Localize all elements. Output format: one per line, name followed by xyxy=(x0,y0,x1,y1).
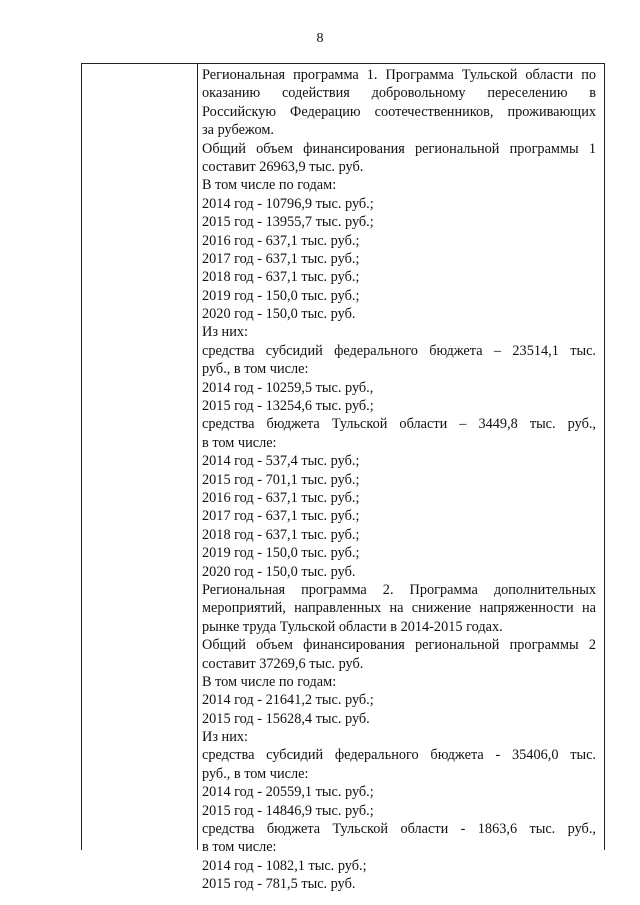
text-line: в том числе: xyxy=(202,434,277,451)
page-number: 8 xyxy=(316,31,324,46)
text-line: Из них: xyxy=(202,324,248,341)
text-line: 2018 год - 637,1 тыс. руб.; xyxy=(202,269,360,286)
text-line: рынке труда Тульской области в 2014-2015 годах. xyxy=(202,618,503,635)
text-line: 2014 год - 10796,9 тыс. руб.; xyxy=(202,195,374,212)
text-line: 2014 год - 20559,1 тыс. руб.; xyxy=(202,784,374,801)
table-right-column xyxy=(198,64,604,893)
document-table xyxy=(81,63,605,893)
table-left-column xyxy=(82,64,198,850)
text-line: 2015 год - 14846,9 тыс. руб.; xyxy=(202,802,374,819)
text-line: 2014 год - 21641,2 тыс. руб.; xyxy=(202,692,374,709)
text-line: 2020 год - 150,0 тыс. руб. xyxy=(202,306,356,323)
text-line: Региональная программа 1. Программа Тульской области по xyxy=(202,67,596,83)
text-line: средства субсидий федерального бюджета – 23514,1 тыс. xyxy=(202,342,596,359)
text-line: Российскую Федерацию соотечественников, проживающих xyxy=(202,103,596,120)
text-line: Общий объем финансирования региональной программы 1 xyxy=(202,140,596,157)
text-line: в том числе: xyxy=(202,839,277,856)
text-line: Общий объем финансирования региональной программы 2 xyxy=(202,637,596,654)
text-line: 2019 год - 150,0 тыс. руб.; xyxy=(202,287,360,304)
text-line: средства бюджета Тульской области - 1863,6 тыс. руб., xyxy=(202,821,596,838)
text-line: 2020 год - 150,0 тыс. руб. xyxy=(202,563,356,580)
text-line: 2015 год - 13254,6 тыс. руб.; xyxy=(202,398,374,415)
text-line: Региональная программа 2. Программа дополнительных xyxy=(202,581,596,598)
text-line: средства субсидий федерального бюджета - 35406,0 тыс. xyxy=(202,747,596,764)
text-line: составит 37269,6 тыс. руб. xyxy=(202,655,364,672)
text-line: 2015 год - 701,1 тыс. руб.; xyxy=(202,471,360,488)
text-line: средства бюджета Тульской области – 3449,8 тыс. руб., xyxy=(202,416,596,433)
text-line: 2018 год - 637,1 тыс. руб.; xyxy=(202,526,360,543)
text-line: руб., в том числе: xyxy=(202,765,309,782)
text-line: руб., в том числе: xyxy=(202,361,309,378)
text-line: В том числе по годам: xyxy=(202,673,337,690)
text-line: составит 26963,9 тыс. руб. xyxy=(202,158,364,175)
text-line: оказанию содействия добровольному переселению в xyxy=(202,85,596,102)
text-line: 2017 год - 637,1 тыс. руб.; xyxy=(202,250,360,267)
text-line: 2014 год - 1082,1 тыс. руб.; xyxy=(202,857,367,874)
text-line: 2014 год - 537,4 тыс. руб.; xyxy=(202,453,360,470)
text-line: 2015 год - 15628,4 тыс. руб. xyxy=(202,710,370,727)
text-line: 2016 год - 637,1 тыс. руб.; xyxy=(202,489,360,506)
text-line: Из них: xyxy=(202,729,248,746)
text-line: мероприятий, направленных на снижение напряженности на xyxy=(202,600,596,617)
text-line: В том числе по годам: xyxy=(202,177,337,194)
text-line: 2014 год - 10259,5 тыс. руб., xyxy=(202,379,374,396)
text-line: 2015 год - 13955,7 тыс. руб.; xyxy=(202,214,374,231)
text-line: 2017 год - 637,1 тыс. руб.; xyxy=(202,508,360,525)
text-line: 2016 год - 637,1 тыс. руб.; xyxy=(202,232,360,249)
text-line: за рубежом. xyxy=(202,122,274,139)
text-line: 2015 год - 781,5 тыс. руб. xyxy=(202,876,356,893)
text-line: 2019 год - 150,0 тыс. руб.; xyxy=(202,545,360,562)
